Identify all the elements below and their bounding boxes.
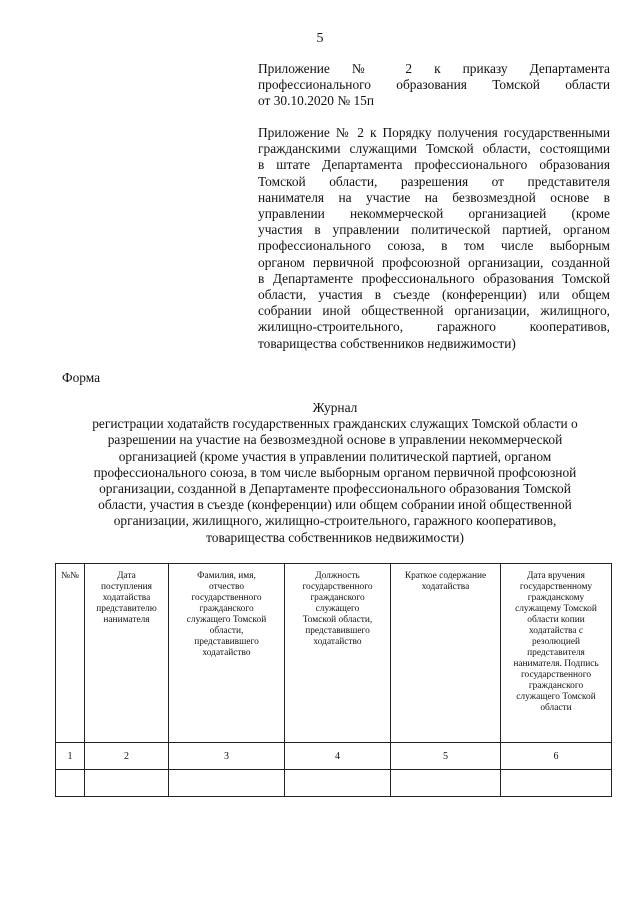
attachment-procedure-line: товарищества собственников недвижимости) — [258, 335, 516, 351]
page-number: 5 — [316, 31, 324, 46]
form-label: Форма — [62, 370, 101, 385]
journal-subtitle-line: разрешении на участие на безвозмездной основе в управлении некоммерческой — [107, 432, 563, 448]
table-cell: 4 — [285, 743, 391, 770]
attachment-procedure-line: Приложение № 2 к Порядку получения государственными — [258, 125, 610, 140]
table-cell: 1 — [56, 743, 85, 770]
table-cell-empty — [85, 770, 169, 797]
journal-subtitle-line: организации, созданной в Департаменте профессионального образования Томской — [99, 481, 571, 497]
journal-subtitle-line: организации, жилищного, жилищно-строительного, гаражного кооперативов, — [113, 513, 557, 529]
header-full-name: Фамилия, имя, отчество государственного гражданского служащего Томской области, представившего ходатайство — [169, 564, 285, 743]
attachment-procedure-header — [258, 125, 610, 352]
attachment-procedure-line: управлении некоммерческой организацией (кроме — [258, 206, 610, 222]
header-position: Должность государственного гражданского служащего Томской области, представившего ходатайство — [285, 564, 391, 743]
header-summary: Краткое содержание ходатайства — [391, 564, 501, 743]
journal-subtitle-line: организацией (кроме участия в управлении политической партией, органом — [118, 448, 552, 464]
header-receipt-date: Дата поступления ходатайства представителю нанимателя — [85, 564, 169, 743]
attachment-procedure-line: органом первичной профсоюзной организации, созданной — [258, 254, 610, 270]
attachment-order-line: от 30.10.2020 № 15п — [258, 93, 375, 109]
header-delivery-date: Дата вручения государственному гражданскому служащему Томской области копии ходатайства с резолюцией представителя нанимателя. Подпись государственного гражданского служащего Томской области — [501, 564, 612, 743]
attachment-procedure-line: Томской области, разрешения от представителя — [258, 173, 610, 189]
attachment-order-line: Приложение № 2 к приказу Департамента — [258, 61, 610, 76]
journal-subtitle-line: профессионального союза, в том числе выборным органом первичной профсоюзной — [93, 464, 577, 480]
table-cell: 3 — [169, 743, 285, 770]
table-cell-empty — [285, 770, 391, 797]
attachment-order-header — [258, 61, 610, 110]
table-row-empty — [56, 770, 612, 797]
attachment-procedure-line: в Департаменте профессионального образования Томской — [258, 270, 610, 286]
attachment-procedure-line: нанимателя на участие на безвозмездной основе в — [258, 189, 610, 205]
table-cell-empty — [501, 770, 612, 797]
attachment-procedure-line: профессионального союза, в том числе выборным — [258, 238, 610, 254]
attachment-procedure-line: собрании иной общественной организации, жилищного, — [258, 303, 610, 319]
attachment-procedure-line: жилищно-строительного, гаражного кооперативов, — [258, 319, 610, 335]
attachment-procedure-line: участия в управлении политической партией, органом — [258, 222, 610, 238]
journal-title: Журнал — [312, 400, 358, 415]
table-cell: 6 — [501, 743, 612, 770]
table-cell-empty — [169, 770, 285, 797]
table-cell: 2 — [85, 743, 169, 770]
table-cell-empty — [56, 770, 85, 797]
attachment-procedure-line: в штате Департамента профессионального образования — [258, 157, 610, 173]
journal-subtitle-line: товарищества собственников недвижимости) — [206, 529, 464, 545]
table-cell-empty — [391, 770, 501, 797]
registration-table — [55, 563, 612, 797]
attachment-procedure-line: области, участия в съезде (конференции) или общем — [258, 287, 610, 303]
attachment-order-line: профессионального образования Томской области — [258, 77, 610, 93]
journal-subtitle-line: регистрации ходатайств государственных гражданских служащих Томской области о — [92, 416, 578, 432]
journal-heading — [50, 400, 620, 546]
table-row-column-numbers — [56, 743, 612, 770]
header-number: №№ — [56, 564, 85, 743]
table-header-row — [56, 564, 612, 743]
table-cell: 5 — [391, 743, 501, 770]
journal-subtitle-line: области, участия в съезде (конференции) или общем собрании иной общественной — [98, 497, 572, 513]
attachment-procedure-line: гражданскими служащими Томской области, состоящими — [258, 141, 610, 157]
